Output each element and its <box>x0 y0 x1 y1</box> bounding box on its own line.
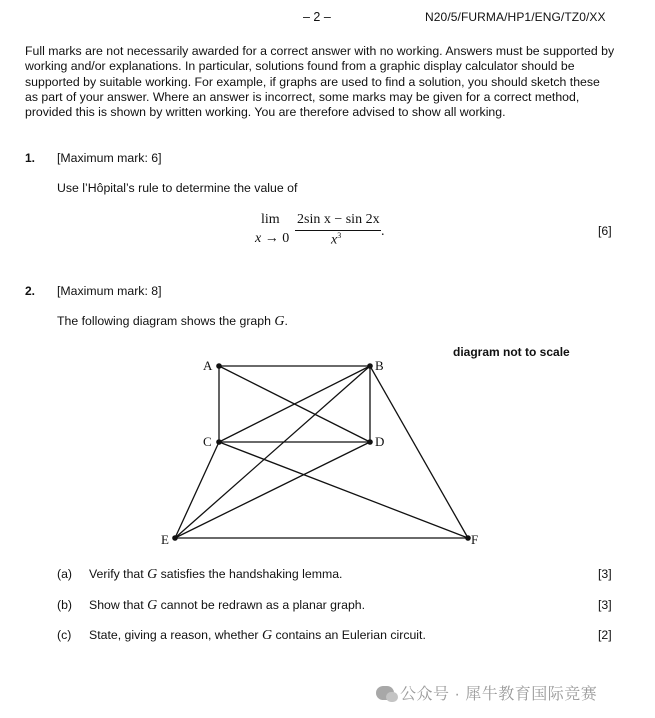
vertex-D <box>367 439 373 445</box>
part-a-text <box>89 567 342 583</box>
vertex-label-F: F <box>471 532 479 547</box>
question-1-max-mark: [Maximum mark: 6] <box>57 151 162 165</box>
vertex-label-A: A <box>203 358 213 373</box>
edge-CF <box>219 442 468 538</box>
watermark-text: 公众号 · 犀牛教育国际竞赛 <box>400 686 598 703</box>
part-a-letter: (a) <box>57 567 73 581</box>
vertex-E <box>172 535 178 541</box>
vertex-B <box>367 363 373 369</box>
part-c-before: State, giving a reason, whether <box>89 628 262 642</box>
instructions-paragraph: Full marks are not necessarily awarded for a correct answer with no working. Answers must be supported by working and/or explanations. In particular, solutions found from a graphic display calculator should be supported by suitable working. For example, if graphs are used to find a solution, you should sketch these as part of your answer. Where an answer is incorrect, some marks may be given for a correct method, provided this is shown by written working. You are therefore advised to show all working. <box>25 44 615 120</box>
vertex-label-E: E <box>161 532 169 547</box>
fraction-numerator: 2sin x − sin 2x <box>297 212 380 227</box>
page-number: – 2 – <box>303 10 331 24</box>
part-b-before: Show that <box>89 598 148 612</box>
part-b-after: cannot be redrawn as a planar graph. <box>157 598 366 612</box>
part-a-after: satisfies the handshaking lemma. <box>157 567 343 581</box>
part-a-before: Verify that <box>89 567 148 581</box>
paper-code: N20/5/FURMA/HP1/ENG/TZ0/XX <box>425 10 606 24</box>
lim-operator: lim <box>261 212 280 227</box>
graph-symbol: G <box>274 314 285 329</box>
question-1-prompt: Use l’Hôpital’s rule to determine the value of <box>57 181 298 195</box>
vertex-F <box>465 535 471 541</box>
vertex-C <box>216 439 222 445</box>
vertex-label-C: C <box>203 434 212 449</box>
part-a-symbol: G <box>147 567 158 582</box>
edge-BE <box>175 366 370 538</box>
lim-approach: → 0 <box>261 231 290 246</box>
question-1-marks: [6] <box>598 224 612 238</box>
diagram-scale-note: diagram not to scale <box>453 345 570 359</box>
part-b-marks: [3] <box>598 598 612 612</box>
prompt-text: The following diagram shows the graph <box>57 314 275 328</box>
prompt-period: . <box>284 314 288 328</box>
part-c-marks: [2] <box>598 628 612 642</box>
part-b-symbol: G <box>147 598 158 613</box>
part-c-text <box>89 628 426 644</box>
edge-CE <box>175 442 219 538</box>
denominator-exponent: 3 <box>337 231 342 240</box>
part-c-after: contains an Eulerian circuit. <box>272 628 426 642</box>
watermark <box>376 681 597 704</box>
part-c-letter: (c) <box>57 628 72 642</box>
vertex-label-D: D <box>375 434 385 449</box>
question-1-number: 1. <box>25 151 36 165</box>
part-b-text <box>89 598 365 614</box>
part-b-letter: (b) <box>57 598 73 612</box>
question-2-number: 2. <box>25 284 36 298</box>
edge-DE <box>175 442 370 538</box>
part-c-symbol: G <box>261 628 273 643</box>
edge-BF <box>370 366 468 538</box>
expression-period: . <box>381 224 385 239</box>
wechat-icon <box>376 686 394 700</box>
vertex-A <box>216 363 222 369</box>
lim-variable: x <box>255 231 262 246</box>
vertex-label-B: B <box>375 358 384 373</box>
denominator-base: x <box>331 232 338 248</box>
part-a-marks: [3] <box>598 567 612 581</box>
question-2-max-mark: [Maximum mark: 8] <box>57 284 162 298</box>
